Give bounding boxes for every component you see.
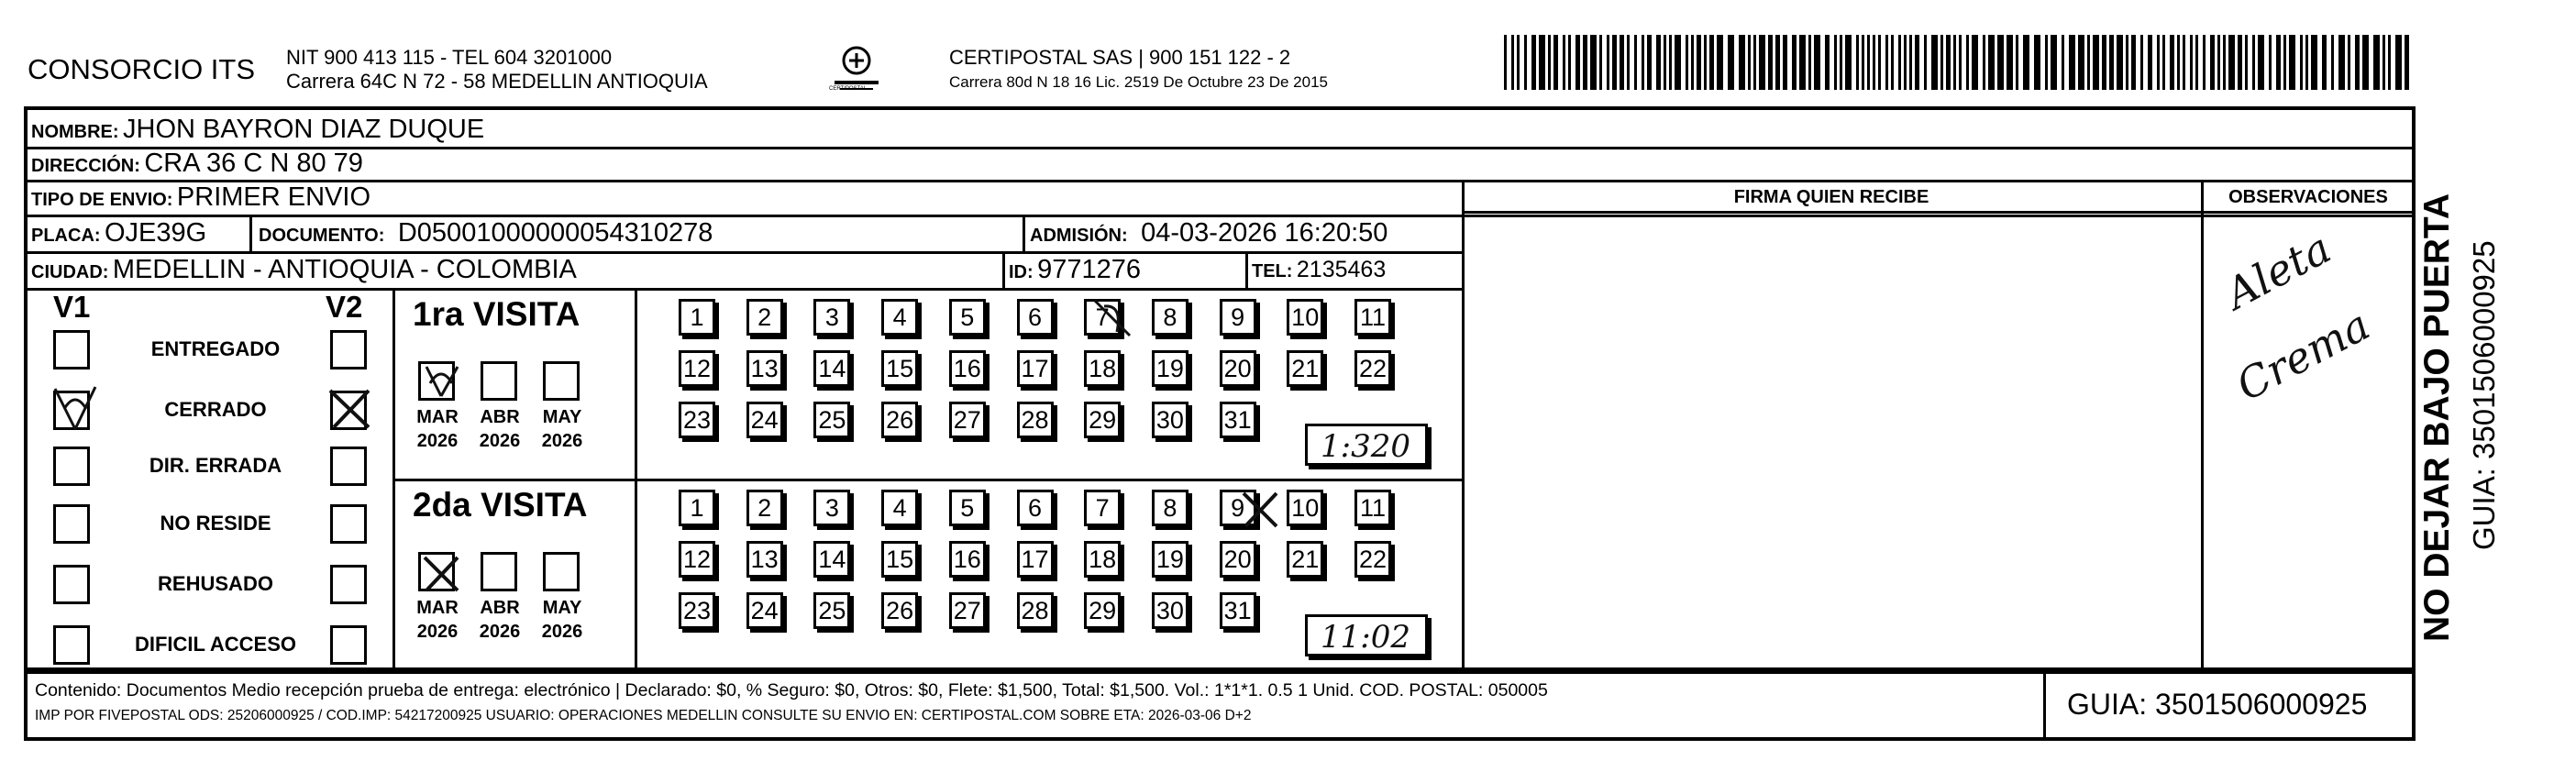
barcode-bar — [2102, 35, 2106, 90]
day-cell[interactable]: 20 — [1220, 350, 1256, 387]
day-cell[interactable]: 19 — [1152, 350, 1188, 387]
barcode-bar — [2069, 35, 2075, 90]
barcode-bar — [1590, 35, 1597, 90]
barcode-bar — [1915, 35, 1919, 90]
barcode-bar — [1834, 35, 1837, 90]
v2-checkbox[interactable] — [330, 447, 367, 486]
barcode-bar — [2373, 35, 2380, 90]
day-cell[interactable]: 16 — [949, 350, 986, 387]
day-cell[interactable]: 23 — [679, 592, 715, 629]
day-cell[interactable]: 15 — [881, 541, 918, 578]
v2-checkbox[interactable] — [330, 625, 367, 665]
ciudad-cell — [31, 255, 577, 285]
month-year: 2026 — [541, 622, 583, 642]
nombre-label: NOMBRE: — [31, 122, 119, 142]
barcode-bar — [1808, 35, 1811, 90]
barcode-bar — [1599, 35, 1602, 90]
v2-label: V2 — [326, 290, 363, 324]
barcode-bar — [1563, 35, 1565, 90]
barcode-bar — [2162, 35, 2165, 90]
barcode-bar — [1783, 35, 1787, 90]
day-cell[interactable]: 6 — [1017, 299, 1054, 336]
barcode-bar — [1686, 35, 1688, 90]
day-cell[interactable]: 7 — [1084, 490, 1121, 526]
barcode-bar — [1620, 35, 1624, 90]
nombre-row — [31, 115, 484, 145]
barcode-bar — [1691, 35, 1694, 90]
v1-checkbox[interactable] — [53, 625, 90, 665]
id-value: 9771276 — [1037, 255, 1142, 284]
visit1-month-mark — [417, 359, 465, 407]
barcode-bar — [2203, 35, 2206, 90]
visit2-title: 2da VISITA — [413, 486, 588, 524]
day-cell[interactable]: 2 — [746, 299, 783, 336]
barcode-bar — [1904, 35, 1907, 90]
day-cell[interactable]: 1 — [679, 299, 715, 336]
barcode-bar — [2062, 35, 2064, 90]
barcode-bar — [1739, 35, 1745, 90]
day-cell[interactable]: 15 — [881, 350, 918, 387]
barcode-bar — [1709, 35, 1714, 90]
admision-cell — [1030, 218, 1388, 248]
barcode-bar — [2331, 35, 2334, 90]
day-cell[interactable]: 12 — [679, 350, 715, 387]
nombre-value: JHON BAYRON DIAZ DUQUE — [123, 115, 485, 144]
barcode-bar — [2223, 35, 2226, 90]
barcode-bar — [2126, 35, 2128, 90]
day-cell[interactable]: 13 — [746, 350, 783, 387]
month-label: ABR — [480, 407, 520, 427]
barcode-bar — [1548, 35, 1551, 90]
barcode-bar — [1940, 35, 1943, 90]
day-cell[interactable]: 11 — [1354, 299, 1391, 336]
day-cell[interactable]: 1 — [679, 490, 715, 526]
barcode-bar — [2383, 35, 2385, 90]
barcode-bar — [1568, 35, 1571, 90]
barcode-bar — [2016, 35, 2018, 90]
logo-caption: CERTIPOSTAL — [829, 86, 868, 92]
barcode-bar — [1966, 35, 1969, 90]
barcode-bar — [2190, 35, 2193, 90]
carrier-name: CERTIPOSTAL SAS | 900 151 122 - 2 — [949, 46, 1291, 69]
barcode-bar — [1664, 35, 1666, 90]
day-cell[interactable]: 21 — [1287, 350, 1323, 387]
barcode-bar — [2078, 35, 2084, 90]
day-cell[interactable]: 19 — [1152, 541, 1188, 578]
barcode-bar — [2228, 35, 2235, 90]
barcode-bar — [1553, 35, 1558, 90]
barcode-bar — [2388, 35, 2391, 90]
visit2-day9-mark — [1236, 486, 1284, 534]
barcode-bar — [2170, 35, 2174, 90]
barcode-bar — [2034, 35, 2040, 90]
barcode-bar — [2007, 35, 2013, 90]
month-year: 2026 — [416, 431, 459, 451]
barcode-bar — [2131, 35, 2136, 90]
v1-checkbox[interactable] — [53, 504, 90, 544]
placa-label: PLACA: — [31, 226, 101, 246]
month-year: 2026 — [541, 431, 583, 451]
visit1-day7-mark — [1089, 295, 1135, 341]
barcode-bar — [1799, 35, 1806, 90]
day-cell[interactable]: 17 — [1017, 350, 1054, 387]
barcode-bar — [1669, 35, 1672, 90]
observation-line2: Crema — [2228, 300, 2378, 411]
barcode-bar — [2311, 35, 2317, 90]
status-option-label: CERRADO — [164, 398, 267, 421]
day-cell[interactable]: 25 — [813, 402, 850, 438]
month-checkbox[interactable] — [543, 361, 580, 401]
month-label: MAR — [416, 598, 459, 618]
barcode-bar — [1748, 35, 1751, 90]
barcode-bar — [1814, 35, 1820, 90]
barcode-bar — [2245, 35, 2248, 90]
barcode — [1504, 35, 2421, 94]
side-warning: NO DEJAR BAJO PUERTA — [2417, 193, 2457, 642]
day-cell[interactable]: 29 — [1084, 592, 1121, 629]
status-option-label: REHUSADO — [158, 572, 273, 595]
documento-cell — [259, 218, 713, 248]
day-cell[interactable]: 30 — [1152, 402, 1188, 438]
barcode-bar — [1768, 35, 1773, 90]
observaciones-header: OBSERVACIONES — [2228, 187, 2388, 207]
day-cell[interactable]: 25 — [813, 592, 850, 629]
barcode-bar — [1612, 35, 1617, 90]
barcode-bar — [1717, 35, 1723, 90]
barcode-bar — [2217, 35, 2220, 90]
barcode-bar — [1759, 35, 1765, 90]
barcode-bar — [1634, 35, 1637, 90]
barcode-bar — [2148, 35, 2152, 90]
day-cell[interactable]: 21 — [1287, 541, 1323, 578]
barcode-bar — [2051, 35, 2057, 90]
day-cell[interactable]: 8 — [1152, 490, 1188, 526]
barcode-bar — [2183, 35, 2185, 90]
month-label: MAR — [416, 407, 459, 427]
tel-value: 2135463 — [1296, 257, 1387, 282]
company-address: Carrera 64C N 72 - 58 MEDELLIN ANTIOQUIA — [286, 70, 708, 93]
ciudad-label: CIUDAD: — [31, 262, 109, 282]
day-cell[interactable]: 13 — [746, 541, 783, 578]
day-cell[interactable]: 14 — [813, 350, 850, 387]
barcode-bar — [1840, 35, 1842, 90]
barcode-bar — [1607, 35, 1609, 90]
barcode-bar — [2045, 35, 2048, 90]
barcode-bar — [1531, 35, 1536, 90]
barcode-bar — [1583, 35, 1587, 90]
barcode-bar — [2355, 35, 2360, 90]
day-cell[interactable]: 12 — [679, 541, 715, 578]
barcode-bar — [1959, 35, 1962, 90]
barcode-bar — [1728, 35, 1734, 90]
barcode-bar — [1775, 35, 1780, 90]
barcode-bar — [2177, 35, 2180, 90]
month-checkbox[interactable] — [543, 552, 580, 591]
side-guia: GUIA: 3501506000925 — [2467, 240, 2501, 550]
id-label: ID: — [1009, 262, 1034, 282]
barcode-bar — [1511, 35, 1514, 90]
barcode-bar — [1953, 35, 1956, 90]
barcode-bar — [1504, 35, 1507, 90]
barcode-bar — [1627, 35, 1630, 90]
barcode-bar — [1539, 35, 1545, 90]
barcode-bar — [2093, 35, 2099, 90]
barcode-bar — [1697, 35, 1701, 90]
barcode-bar — [1909, 35, 1912, 90]
day-cell[interactable]: 8 — [1152, 299, 1188, 336]
barcode-bar — [2195, 35, 2198, 90]
visit1-title: 1ra VISITA — [413, 295, 580, 333]
v2-checkbox[interactable] — [330, 504, 367, 544]
barcode-bar — [1753, 35, 1756, 90]
day-cell[interactable]: 6 — [1017, 490, 1054, 526]
v2-cerrado-mark — [323, 381, 378, 436]
v1-checkbox[interactable] — [53, 330, 90, 369]
barcode-bar — [2023, 35, 2029, 90]
day-cell[interactable]: 9 — [1220, 490, 1256, 526]
barcode-bar — [1997, 35, 2004, 90]
day-cell[interactable]: 27 — [949, 592, 986, 629]
barcode-bar — [2338, 35, 2345, 90]
day-cell[interactable]: 26 — [881, 402, 918, 438]
footer-contenido: Contenido: Documentos Medio recepción prueba de entrega: electrónico | Declarado: $0, % Seguro: $0, Otros: $0, Flete: $1,500, Total: $1,500. Vol.: 1*1*1. 0.5 1 Unid. COD. POSTAL: 050005 — [35, 680, 1548, 700]
barcode-bar — [1642, 35, 1644, 90]
v2-checkbox[interactable] — [330, 330, 367, 369]
barcode-bar — [2283, 35, 2286, 90]
status-option-label: ENTREGADO — [150, 337, 281, 360]
day-cell[interactable]: 22 — [1354, 541, 1391, 578]
day-cell[interactable]: 28 — [1017, 592, 1054, 629]
day-cell[interactable]: 20 — [1220, 541, 1256, 578]
barcode-bar — [1862, 35, 1864, 90]
barcode-bar — [2252, 35, 2255, 90]
v2-checkbox[interactable] — [330, 565, 367, 604]
barcode-bar — [2395, 35, 2402, 90]
status-option-label: DIFICIL ACCESO — [134, 633, 296, 656]
barcode-bar — [1972, 35, 1978, 90]
month-year: 2026 — [479, 431, 521, 451]
visit1-hour-box — [1305, 424, 1428, 466]
barcode-bar — [1983, 35, 1985, 90]
month-year: 2026 — [479, 622, 521, 642]
barcode-bar — [1988, 35, 1995, 90]
day-cell[interactable]: 28 — [1017, 402, 1054, 438]
v1-checkbox[interactable] — [53, 565, 90, 604]
tipo-label: TIPO DE ENVIO: — [31, 190, 173, 210]
day-cell[interactable]: 5 — [949, 299, 986, 336]
day-cell[interactable]: 26 — [881, 592, 918, 629]
day-cell[interactable]: 9 — [1220, 299, 1256, 336]
ciudad-value: MEDELLIN - ANTIOQUIA - COLOMBIA — [112, 255, 577, 284]
visit2-hour: 11:02 — [1321, 619, 1410, 656]
barcode-bar — [2322, 35, 2327, 90]
month-checkbox[interactable] — [481, 361, 517, 401]
barcode-bar — [1517, 35, 1520, 90]
direccion-label: DIRECCIÓN: — [31, 156, 140, 176]
month-label: MAY — [542, 598, 582, 618]
day-cell[interactable]: 17 — [1017, 541, 1054, 578]
day-cell[interactable]: 27 — [949, 402, 986, 438]
barcode-bar — [1878, 35, 1881, 90]
barcode-bar — [1792, 35, 1797, 90]
day-cell[interactable]: 10 — [1287, 490, 1323, 526]
barcode-bar — [1524, 35, 1527, 90]
tipo-row — [31, 182, 370, 213]
firma-header: FIRMA QUIEN RECIBE — [1733, 187, 1929, 207]
visit2-month-mark — [417, 550, 465, 598]
barcode-bar — [2157, 35, 2160, 90]
barcode-bar — [2276, 35, 2281, 90]
status-option-label: NO RESIDE — [160, 512, 271, 535]
placa-value: OJE39G — [105, 218, 207, 248]
observation-line1: Aleta — [2217, 223, 2339, 319]
day-cell[interactable]: 11 — [1354, 490, 1391, 526]
visit1-hour: 1:320 — [1321, 428, 1410, 465]
barcode-bar — [2140, 35, 2143, 90]
day-cell[interactable]: 7 — [1084, 299, 1121, 336]
month-label: MAY — [542, 407, 582, 427]
status-option-label: DIR. ERRADA — [149, 454, 282, 477]
day-cell[interactable]: 5 — [949, 490, 986, 526]
barcode-bar — [1845, 35, 1852, 90]
barcode-bar — [1647, 35, 1652, 90]
tipo-value: PRIMER ENVIO — [176, 182, 371, 212]
barcode-bar — [2348, 35, 2350, 90]
day-cell[interactable]: 24 — [746, 592, 783, 629]
day-cell[interactable]: 29 — [1084, 402, 1121, 438]
barcode-bar — [2117, 35, 2123, 90]
v1-label: V1 — [53, 290, 91, 324]
day-cell[interactable]: 2 — [746, 490, 783, 526]
visit2-hour-box — [1305, 614, 1428, 656]
day-cell[interactable]: 3 — [813, 490, 850, 526]
barcode-bar — [2238, 35, 2242, 90]
company-nit: NIT 900 413 115 - TEL 604 3201000 — [286, 46, 613, 69]
day-cell[interactable]: 18 — [1084, 350, 1121, 387]
v1-cerrado-mark — [48, 381, 103, 436]
company-name: CONSORCIO ITS — [28, 53, 256, 85]
day-cell[interactable]: 30 — [1152, 592, 1188, 629]
barcode-bar — [1825, 35, 1830, 90]
direccion-value: CRA 36 C N 80 79 — [144, 149, 363, 178]
placa-cell — [31, 218, 206, 248]
documento-label: DOCUMENTO: — [259, 226, 385, 246]
barcode-bar — [2362, 35, 2369, 90]
tel-cell — [1252, 257, 1386, 283]
id-cell — [1009, 255, 1141, 285]
barcode-bar — [2258, 35, 2264, 90]
barcode-bar — [1885, 35, 1888, 90]
barcode-bar — [1575, 35, 1580, 90]
day-cell[interactable]: 16 — [949, 541, 986, 578]
barcode-bar — [1946, 35, 1951, 90]
barcode-bar — [2269, 35, 2272, 90]
barcode-bar — [2405, 35, 2409, 90]
admision-label: ADMISIÓN: — [1030, 226, 1128, 246]
month-label: ABR — [480, 598, 520, 618]
barcode-bar — [1873, 35, 1875, 90]
month-checkbox[interactable] — [481, 552, 517, 591]
barcode-bar — [1675, 35, 1681, 90]
admision-value: 04-03-2026 16:20:50 — [1141, 218, 1388, 248]
barcode-bar — [1898, 35, 1901, 90]
day-cell[interactable]: 18 — [1084, 541, 1121, 578]
documento-value: D05001000000054310278 — [397, 218, 713, 248]
barcode-bar — [1856, 35, 1859, 90]
barcode-bar — [1931, 35, 1938, 90]
barcode-bar — [2087, 35, 2090, 90]
day-cell[interactable]: 4 — [881, 490, 918, 526]
month-year: 2026 — [416, 622, 459, 642]
footer-imp: IMP POR FIVEPOSTAL ODS: 25206000925 / COD.IMP: 54217200925 USUARIO: OPERACIONES MEDELLIN CONSULTE SU ENVIO EN: CERTIPOSTAL.COM SOBRE ETA: 2026-03-06 D+2 — [35, 708, 1252, 723]
barcode-bar — [2210, 35, 2215, 90]
day-cell[interactable]: 14 — [813, 541, 850, 578]
day-cell[interactable]: 3 — [813, 299, 850, 336]
barcode-bar — [1656, 35, 1661, 90]
day-cell[interactable]: 22 — [1354, 350, 1391, 387]
day-cell[interactable]: 23 — [679, 402, 715, 438]
v1-checkbox[interactable] — [53, 447, 90, 486]
barcode-bar — [1867, 35, 1870, 90]
day-cell[interactable]: 10 — [1287, 299, 1323, 336]
barcode-bar — [1924, 35, 1927, 90]
day-cell[interactable]: 4 — [881, 299, 918, 336]
barcode-bar — [1891, 35, 1894, 90]
day-cell[interactable]: 31 — [1220, 402, 1256, 438]
footer-guia: GUIA: 3501506000925 — [2067, 688, 2368, 721]
barcode-bar — [2109, 35, 2114, 90]
day-cell[interactable]: 24 — [746, 402, 783, 438]
barcode-bar — [2305, 35, 2308, 90]
tel-label: TEL: — [1252, 261, 1293, 281]
barcode-bar — [1704, 35, 1707, 90]
day-cell[interactable]: 31 — [1220, 592, 1256, 629]
direccion-row — [31, 149, 363, 179]
carrier-license: Carrera 80d N 18 16 Lic. 2519 De Octubre 23 De 2015 — [949, 73, 1328, 91]
barcode-bar — [2300, 35, 2303, 90]
barcode-bar — [2289, 35, 2295, 90]
